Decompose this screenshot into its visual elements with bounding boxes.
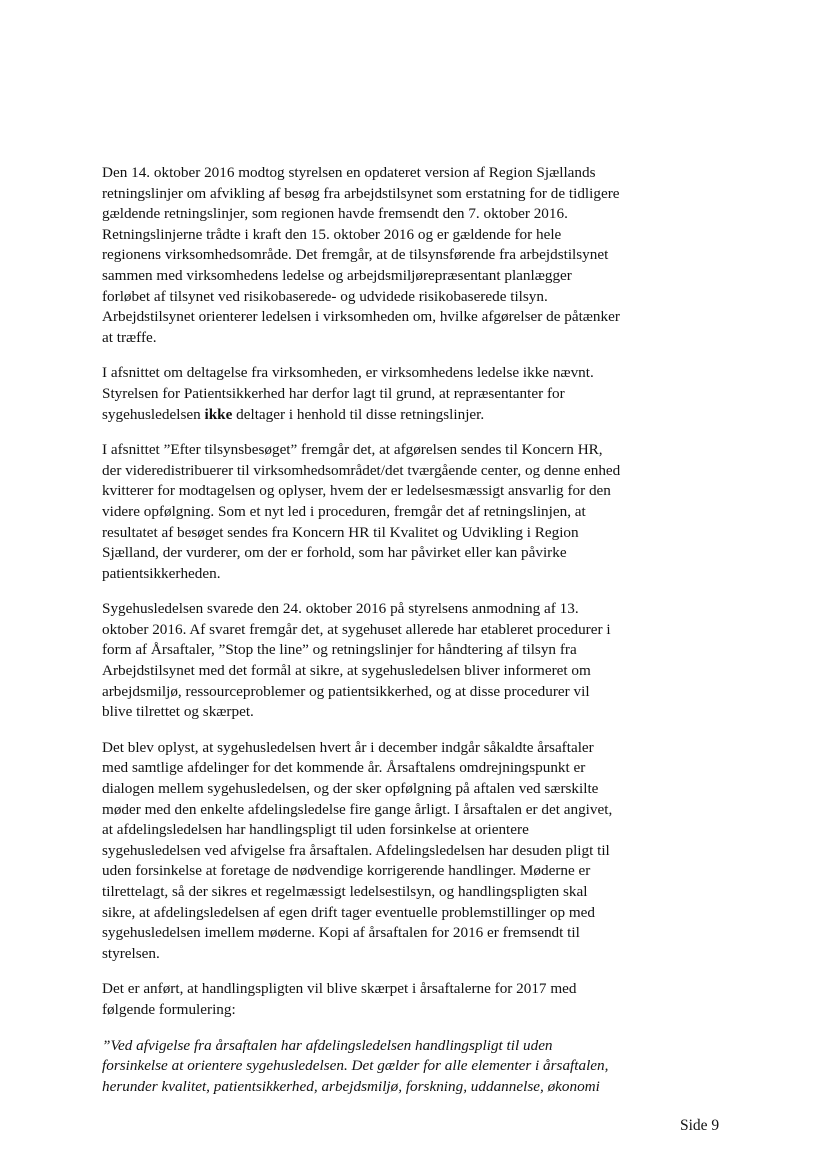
page-number: Side 9 [680,1117,720,1134]
paragraph-participation [102,363,622,425]
paragraph-annual-agreements: Det blev oplyst, at sygehusledelsen hvert år i december indgår såkaldte årsaftaler med samtlige afdelinger for det kommende år. Årsaftalens omdrejningspunkt er dialogen mellem sygehusledelsen, og der sker opfølgning på aftalen ved særskilte møder med den enkelte afdelingsledelse fire gange årligt. I årsaftalen er det angivet, at afdelingsledelsen har handlingspligt til uden forsinkelse at orientere sygehusledelsen ved afvigelse fra årsaftalen. Afdelingsledelsen har desuden pligt til uden forsinkelse at foretage de nødvendige korrigerende handlinger. Møderne er tilrettelagt, så der sikres et regelmæssigt ledelsestilsyn, og handlingspligten skal sikre, at afdelingsledelsen af egen drift tager eventuelle problemstillinger op med sygehusledelsen imellem møderne. Kopi af årsaftalen for 2016 er fremsendt til styrelsen. [102,738,613,962]
document-body [102,163,622,1112]
participation-text-end: deltager i henhold til disse retningslinjer. [232,405,485,423]
participation-text-start: I afsnittet om deltagelse fra virksomheden, er virksomhedens ledelse ikke nævnt. Styrelsen for Patientsikkerhed har derfor lagt til grund, at repræsentanter for sygehusledelsen [102,364,594,423]
paragraph-hospital-response: Sygehusledelsen svarede den 24. oktober 2016 på styrelsens anmodning af 13. oktober 2016. Af svaret fremgår det, at sygehuset allerede har etableret procedurer i form af Årsaftaler, ”Stop the line” og retningslinjer for håndtering af tilsyn fra Arbejdstilsynet med det formål at sikre, at sygehusledelsen bliver informeret om arbejdsmiljø, ressourceproblemer og patientsikkerhed, og at disse procedurer vil blive tilrettet og skærpet. [102,600,611,721]
paragraph-revised-guidelines: Den 14. oktober 2016 modtog styrelsen en opdateret version af Region Sjællands retningslinjer om afvikling af besøg fra arbejdstilsynet som erstatning for de tidligere gældende retningslinjer, som regionen havde fremsendt den 7. oktober 2016. Retningslinjerne trådte i kraft den 15. oktober 2016 og er gældende for hele regionens virksomhedsområde. Det fremgår, at de tilsynsførende fra arbejdstilsynet sammen med virksomhedens ledelse og arbejdsmiljørepræsentant planlægger forløbet af tilsynet ved risikobaserede- og udvidede risikobaserede tilsyn. Arbejdstilsynet orienterer ledelsen i virksomheden om, hvilke afgørelser de påtænker at træffe. [102,164,620,346]
quote-formulation: ”Ved afvigelse fra årsaftalen har afdelingsledelsen handlingspligt til uden forsinkelse at orientere sygehusledelsen. Det gælder for alle elementer i årsaftalen, herunder kvalitet, patientsikkerhed, arbejdsmiljø, forskning, uddannelse, økonomi [102,1036,609,1095]
emphasis-ikke: ikke [204,405,233,423]
paragraph-duty-to-act: Det er anført, at handlingspligten vil blive skærpet i årsaftalerne for 2017 med følgende formulering: [102,980,577,1018]
paragraph-after-visit: I afsnittet ”Efter tilsynsbesøget” fremgår det, at afgørelsen sendes til Koncern HR, der videredistribuerer til virksomhedsområdet/det tværgående center, og denne enhed kvitterer for modtagelsen og oplyser, hvem der er ledelsesmæssigt ansvarlig for den videre opfølgning. Som et nyt led i proceduren, fremgår det af retningslinjen, at resultatet af besøget sendes fra Koncern HR til Kvalitet og Udvikling i Region Sjælland, der vurderer, om der er forhold, som har påvirket eller kan påvirke patientsikkerheden. [102,441,621,582]
